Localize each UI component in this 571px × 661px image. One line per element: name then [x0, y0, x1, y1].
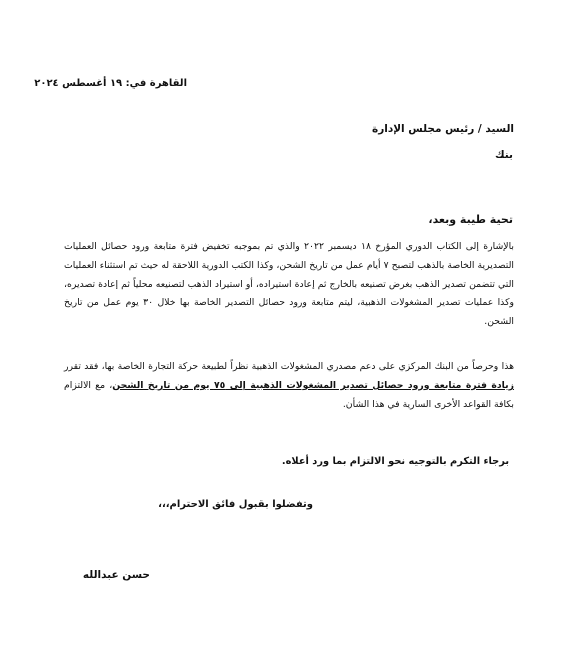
- closing-line: وتفضلوا بقبول فائق الاحترام،،،: [158, 499, 313, 510]
- request-line: برجاء التكرم بالتوجيه نحو الالتزام بما ورد أعلاه.: [281, 456, 509, 467]
- paragraph-2-intro: هذا وحرصاً من البنك المركزي على دعم مصدري المشغولات الذهبية نظراً لطبيعة حركة التجارة الخاصة بها، فقد تقرر: [64, 361, 514, 372]
- bank-line: بنك: [494, 149, 513, 161]
- paragraph-2-ending: ، مع الالتزام بكافة القواعد الأخرى السارية في هذا الشأن.: [64, 379, 514, 410]
- body-paragraph-2: [64, 358, 514, 414]
- letter-date: القاهرة في: ١٩ أغسطس ٢٠٢٤: [34, 78, 187, 89]
- signature-name: حسن عبدالله: [82, 569, 150, 581]
- addressee-line: السيد / رئيس مجلس الإدارة: [372, 123, 514, 135]
- body-paragraph-1: بالإشارة إلى الكتاب الدوري المؤرخ ١٨ ديسمبر ٢٠٢٢ والذي تم بموجبه تخفيض فترة متابعة ورود حصائل العمليات التصديرية الخاصة بالذهب لتصبح ٧ أيام عمل من تاريخ الشحن، وكذا الكتب الدورية اللاحقة له حيث تم استثناء العمليات التي تتضمن تصدير الذهب بغرض تصنيعه بالخارج ثم إعادة استيراده، أو استيراد الذهب لتصنيعه محلياً ثم إعادة تصديره، وكذا عمليات تصدير المشغولات الذهبية، ليتم متابعة ورود حصائل التصدير الخاصة بها خلال ٣٠ يوم عمل من تاريخ الشحن.: [64, 241, 514, 328]
- greeting: تحية طيبة وبعد،: [428, 213, 513, 226]
- paragraph-2-decision: زيادة فترة متابعة ورود حصائل تصدير المشغولات الذهبية إلى ٧٥ يوم من تاريخ الشحن: [112, 379, 514, 391]
